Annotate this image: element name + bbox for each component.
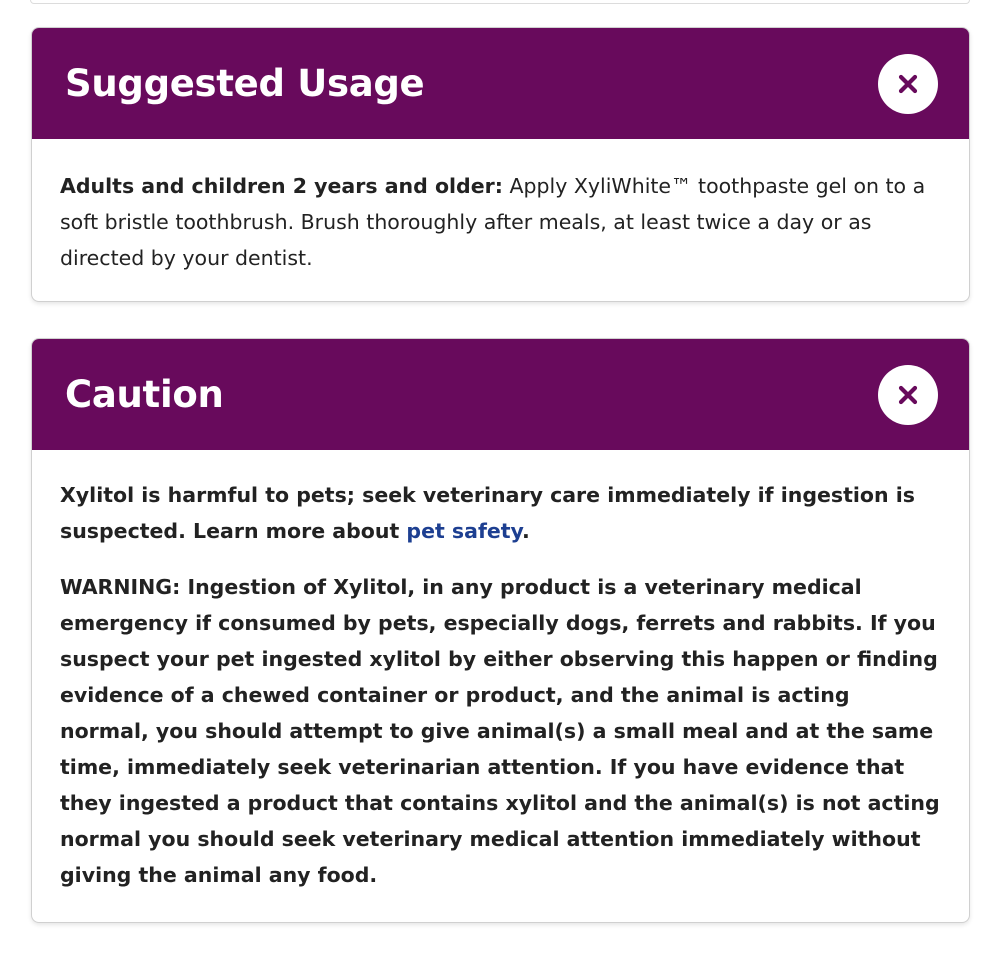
caution-title: Caution bbox=[65, 373, 224, 416]
previous-card-edge bbox=[30, 0, 970, 4]
pet-harm-text: Xylitol is harmful to pets; seek veterinary care immediately if ingestion is suspected. Learn more about bbox=[60, 483, 915, 543]
suggested-usage-panel bbox=[31, 27, 970, 302]
suggested-usage-close-button[interactable] bbox=[878, 54, 938, 114]
pet-harm-period: . bbox=[522, 519, 530, 543]
close-icon bbox=[897, 384, 919, 406]
pet-safety-link[interactable]: pet safety bbox=[406, 519, 523, 543]
suggested-usage-header[interactable] bbox=[32, 28, 969, 139]
suggested-usage-title: Suggested Usage bbox=[65, 62, 425, 105]
close-icon bbox=[897, 73, 919, 95]
caution-close-button[interactable] bbox=[878, 365, 938, 425]
warning-paragraph: WARNING: Ingestion of Xylitol, in any product is a veterinary medical emergency if consumed by pets, especially dogs, ferrets and rabbits. If you suspect your pet ingested xylitol by either observing this happen or finding evidence of a chewed container or product, and the animal is acting normal, you should attempt to give animal(s) a small meal and at the same time, immediately seek veterinarian attention. If you have evidence that they ingested a product that contains xylitol and the animal(s) is not acting normal you should seek veterinary medical attention immediately without giving the animal any food. bbox=[60, 575, 940, 887]
caution-header[interactable] bbox=[32, 339, 969, 450]
usage-lead: Adults and children 2 years and older: bbox=[60, 174, 503, 198]
suggested-usage-body bbox=[32, 139, 969, 276]
pet-harm-paragraph bbox=[60, 477, 941, 549]
usage-instructions: Apply XyliWhite™ toothpaste gel on to a soft bristle toothbrush. Brush thoroughly after meals, at least twice a day or as directed by your dentist. bbox=[60, 174, 926, 270]
usage-text bbox=[60, 168, 941, 276]
caution-body bbox=[32, 450, 969, 893]
caution-panel bbox=[31, 338, 970, 923]
